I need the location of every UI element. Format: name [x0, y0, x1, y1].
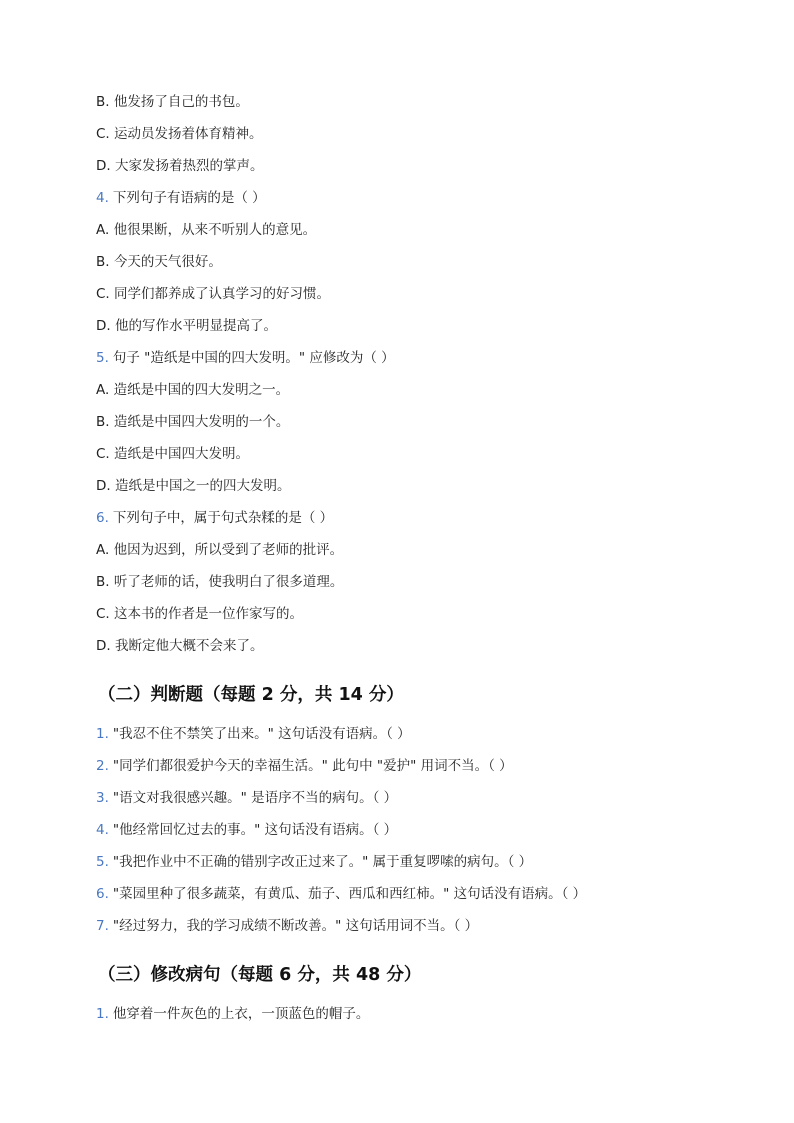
- q5-option-a: A. 造纸是中国的四大发明之一。: [96, 382, 290, 398]
- q5-option-d: D. 造纸是中国之一的四大发明。: [96, 478, 291, 494]
- revision-item-1: [96, 998, 736, 1030]
- question-number: 6.: [96, 510, 109, 526]
- section-2-heading: （二）判断题（每题 2 分，共 14 分）: [98, 685, 404, 705]
- item-text: "同学们都很爱护今天的幸福生活。" 此句中 "爱护" 用词不当。（ ）: [112, 758, 513, 774]
- question-number: 5.: [96, 350, 109, 366]
- item-text: "经过努力，我的学习成绩不断改善。" 这句话用词不当。（ ）: [112, 918, 479, 934]
- q6-option-a: A. 他因为迟到，所以受到了老师的批评。: [96, 542, 344, 558]
- item-number: 5.: [96, 854, 109, 870]
- q4-option-a: A. 他很果断，从来不听别人的意见。: [96, 222, 317, 238]
- q4-option-d: D. 他的写作水平明显提高了。: [96, 318, 277, 334]
- question-6: [96, 502, 736, 534]
- item-number: 7.: [96, 918, 109, 934]
- question-5: [96, 342, 736, 374]
- question-stem: 下列句子有语病的是（ ）: [112, 190, 266, 206]
- q5-option-b: B. 造纸是中国四大发明的一个。: [96, 414, 290, 430]
- q3-option-b: B. 他发扬了自己的书包。: [96, 94, 249, 110]
- judgment-item-7: [96, 910, 736, 942]
- item-text: 他穿着一件灰色的上衣，一顶蓝色的帽子。: [112, 1006, 370, 1022]
- q3-option-d: D. 大家发扬着热烈的掌声。: [96, 158, 264, 174]
- item-number: 6.: [96, 886, 109, 902]
- q4-option-b: B. 今天的天气很好。: [96, 254, 222, 270]
- judgment-item-2: [96, 750, 736, 782]
- judgment-item-3: [96, 782, 736, 814]
- judgment-item-1: [96, 718, 736, 750]
- q6-option-b: B. 听了老师的话，使我明白了很多道理。: [96, 574, 344, 590]
- question-stem: 句子 "造纸是中国的四大发明。" 应修改为（ ）: [112, 350, 395, 366]
- question-number: 4.: [96, 190, 109, 206]
- item-text: "语文对我很感兴趣。" 是语序不当的病句。（ ）: [112, 790, 398, 806]
- item-text: "他经常回忆过去的事。" 这句话没有语病。（ ）: [112, 822, 398, 838]
- q6-option-c: C. 这本书的作者是一位作家写的。: [96, 606, 304, 622]
- document-page: [96, 86, 736, 1030]
- q5-option-c: C. 造纸是中国四大发明。: [96, 446, 250, 462]
- item-number: 1.: [96, 1006, 109, 1022]
- item-number: 2.: [96, 758, 109, 774]
- item-number: 3.: [96, 790, 109, 806]
- q6-option-d: D. 我断定他大概不会来了。: [96, 638, 264, 654]
- item-text: "菜园里种了很多蔬菜，有黄瓜、茄子、西瓜和西红柿。" 这句话没有语病。（ ）: [112, 886, 587, 902]
- item-number: 4.: [96, 822, 109, 838]
- item-number: 1.: [96, 726, 109, 742]
- item-text: "我忍不住不禁笑了出来。" 这句话没有语病。（ ）: [112, 726, 411, 742]
- item-text: "我把作业中不正确的错别字改正过来了。" 属于重复啰嗦的病句。（ ）: [112, 854, 533, 870]
- q3-option-c: C. 运动员发扬着体育精神。: [96, 126, 263, 142]
- judgment-item-6: [96, 878, 736, 910]
- question-4: [96, 182, 736, 214]
- question-stem: 下列句子中，属于句式杂糅的是（ ）: [112, 510, 334, 526]
- judgment-item-5: [96, 846, 736, 878]
- q4-option-c: C. 同学们都养成了认真学习的好习惯。: [96, 286, 331, 302]
- section-3-heading: （三）修改病句（每题 6 分，共 48 分）: [98, 965, 422, 985]
- judgment-item-4: [96, 814, 736, 846]
